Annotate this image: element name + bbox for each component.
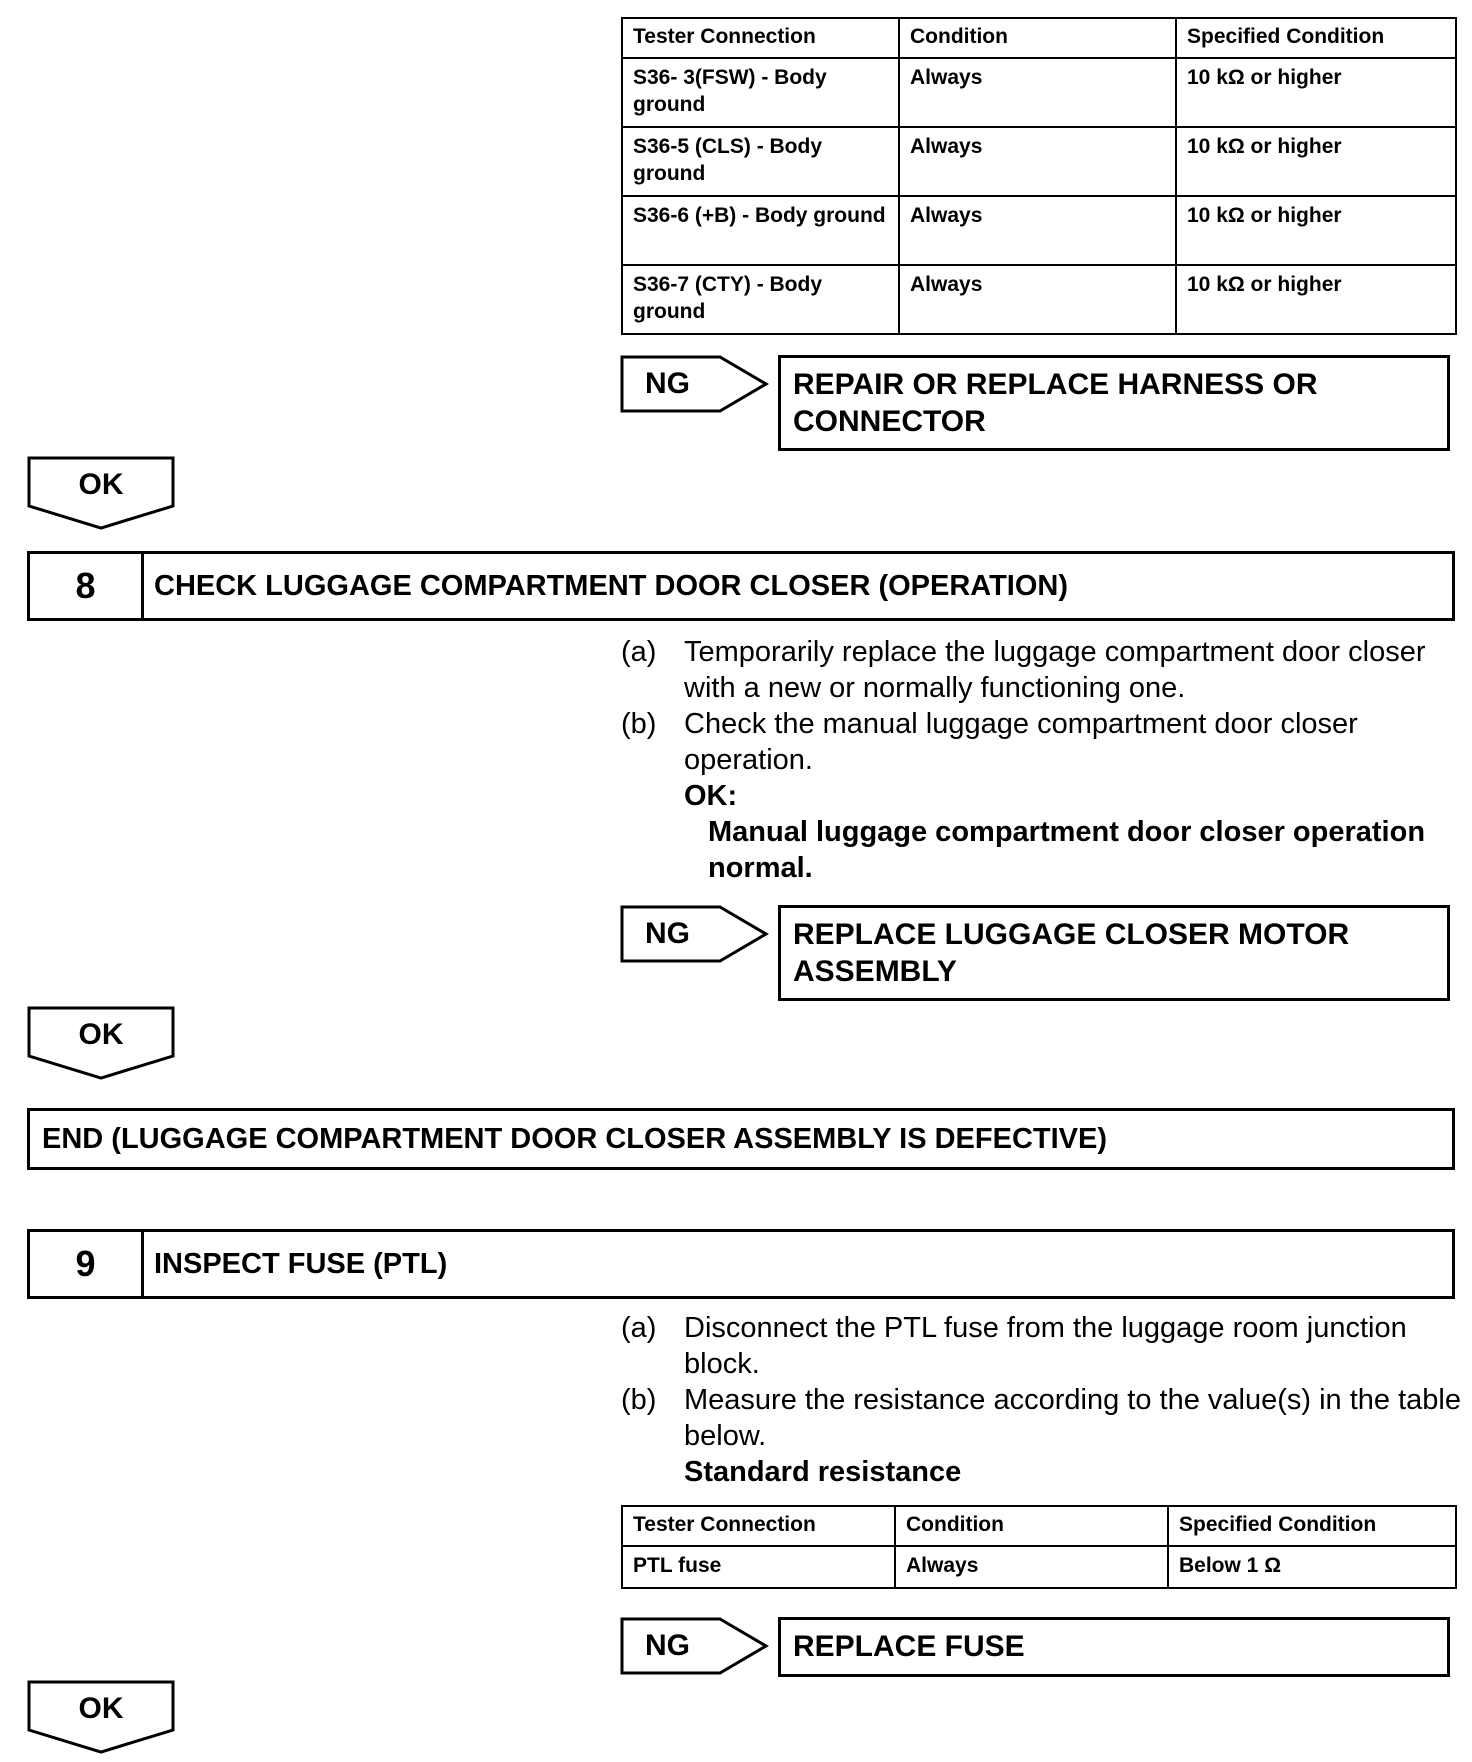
table-header-row — [622, 1506, 1456, 1546]
ok-label: OK — [78, 1018, 124, 1051]
ng-action-box — [778, 905, 1450, 1001]
ok-heading: OK: — [684, 780, 738, 812]
ng-pointer — [620, 1617, 770, 1677]
standard-resistance-heading: Standard resistance — [684, 1456, 962, 1488]
table-row — [622, 196, 1456, 265]
table-cell: S36-7 (CTY) - Body ground — [622, 265, 899, 334]
end-text: END (LUGGAGE COMPARTMENT DOOR CLOSER ASSEMBLY IS DEFECTIVE) — [42, 1123, 1108, 1155]
item-label: (a) — [621, 636, 657, 668]
table-cell: 10 kΩ or higher — [1176, 265, 1456, 334]
table-row — [622, 127, 1456, 196]
step-title: INSPECT FUSE (PTL) — [154, 1248, 448, 1280]
step-header-9 — [27, 1229, 1455, 1299]
resistance-table-step7 — [621, 17, 1457, 335]
end-box — [27, 1108, 1455, 1170]
ng-arrow-icon — [620, 355, 770, 415]
table-header-cell: Tester Connection — [622, 1506, 895, 1546]
step-number: 8 — [30, 554, 144, 618]
table-header-cell: Specified Condition — [1176, 18, 1456, 58]
ng-arrow-icon — [620, 1617, 770, 1677]
table-row — [622, 1546, 1456, 1588]
ok-pointer — [27, 1680, 175, 1754]
step-title: CHECK LUGGAGE COMPARTMENT DOOR CLOSER (OPERATION) — [154, 570, 1069, 602]
item-label: (b) — [621, 708, 657, 740]
procedure-item — [621, 1310, 1461, 1382]
ok-label: OK — [78, 1692, 124, 1725]
table-cell: S36- 3(FSW) - Body ground — [622, 58, 899, 127]
ng-action-box — [778, 355, 1450, 451]
table-row — [622, 265, 1456, 334]
table-cell: Always — [899, 196, 1176, 265]
item-text: Temporarily replace the luggage compartment door closer with a new or normally functioning one. — [684, 636, 1426, 704]
table-header-row — [622, 18, 1456, 58]
item-text: Disconnect the PTL fuse from the luggage room junction block. — [684, 1312, 1407, 1380]
item-text: Check the manual luggage compartment door closer operation. — [684, 708, 1358, 776]
ng-pointer — [620, 905, 770, 965]
table-header-cell: Specified Condition — [1168, 1506, 1456, 1546]
ng-arrow-icon — [620, 905, 770, 965]
step-number: 9 — [30, 1232, 144, 1296]
table-cell: Always — [899, 58, 1176, 127]
step9-procedure — [621, 1310, 1461, 1490]
table-cell: Below 1 Ω — [1168, 1546, 1456, 1588]
ok-pointer — [27, 1006, 175, 1080]
step8-procedure — [621, 634, 1461, 886]
step-header-8 — [27, 551, 1455, 621]
ng-label: NG — [645, 917, 690, 950]
procedure-item — [621, 634, 1461, 706]
ng-action-box — [778, 1617, 1450, 1677]
ng-pointer — [620, 355, 770, 415]
ok-criteria: Manual luggage compartment door closer operation normal. — [708, 816, 1426, 884]
table-cell: Always — [899, 127, 1176, 196]
ng-action-text: REPLACE FUSE — [793, 1630, 1025, 1663]
procedure-item — [621, 1382, 1461, 1454]
item-label: (a) — [621, 1312, 657, 1344]
table-cell: Always — [899, 265, 1176, 334]
table-cell: S36-5 (CLS) - Body ground — [622, 127, 899, 196]
table-row — [622, 58, 1456, 127]
resistance-table-step9 — [621, 1505, 1457, 1589]
ng-label: NG — [645, 367, 690, 400]
table-header-cell: Tester Connection — [622, 18, 899, 58]
item-label: (b) — [621, 1384, 657, 1416]
table-header-cell: Condition — [895, 1506, 1168, 1546]
ng-action-text: REPLACE LUGGAGE CLOSER MOTOR ASSEMBLY — [793, 918, 1350, 988]
ng-action-text: REPAIR OR REPLACE HARNESS OR CONNECTOR — [793, 368, 1318, 438]
ok-pointer — [27, 456, 175, 530]
table-cell: Always — [895, 1546, 1168, 1588]
ng-label: NG — [645, 1629, 690, 1662]
procedure-item — [621, 706, 1461, 778]
table-cell: 10 kΩ or higher — [1176, 58, 1456, 127]
ok-label: OK — [78, 468, 124, 501]
table-cell: PTL fuse — [622, 1546, 895, 1588]
table-cell: 10 kΩ or higher — [1176, 196, 1456, 265]
table-header-cell: Condition — [899, 18, 1176, 58]
table-cell: 10 kΩ or higher — [1176, 127, 1456, 196]
table-cell: S36-6 (+B) - Body ground — [622, 196, 899, 265]
item-text: Measure the resistance according to the value(s) in the table below. — [684, 1384, 1461, 1452]
